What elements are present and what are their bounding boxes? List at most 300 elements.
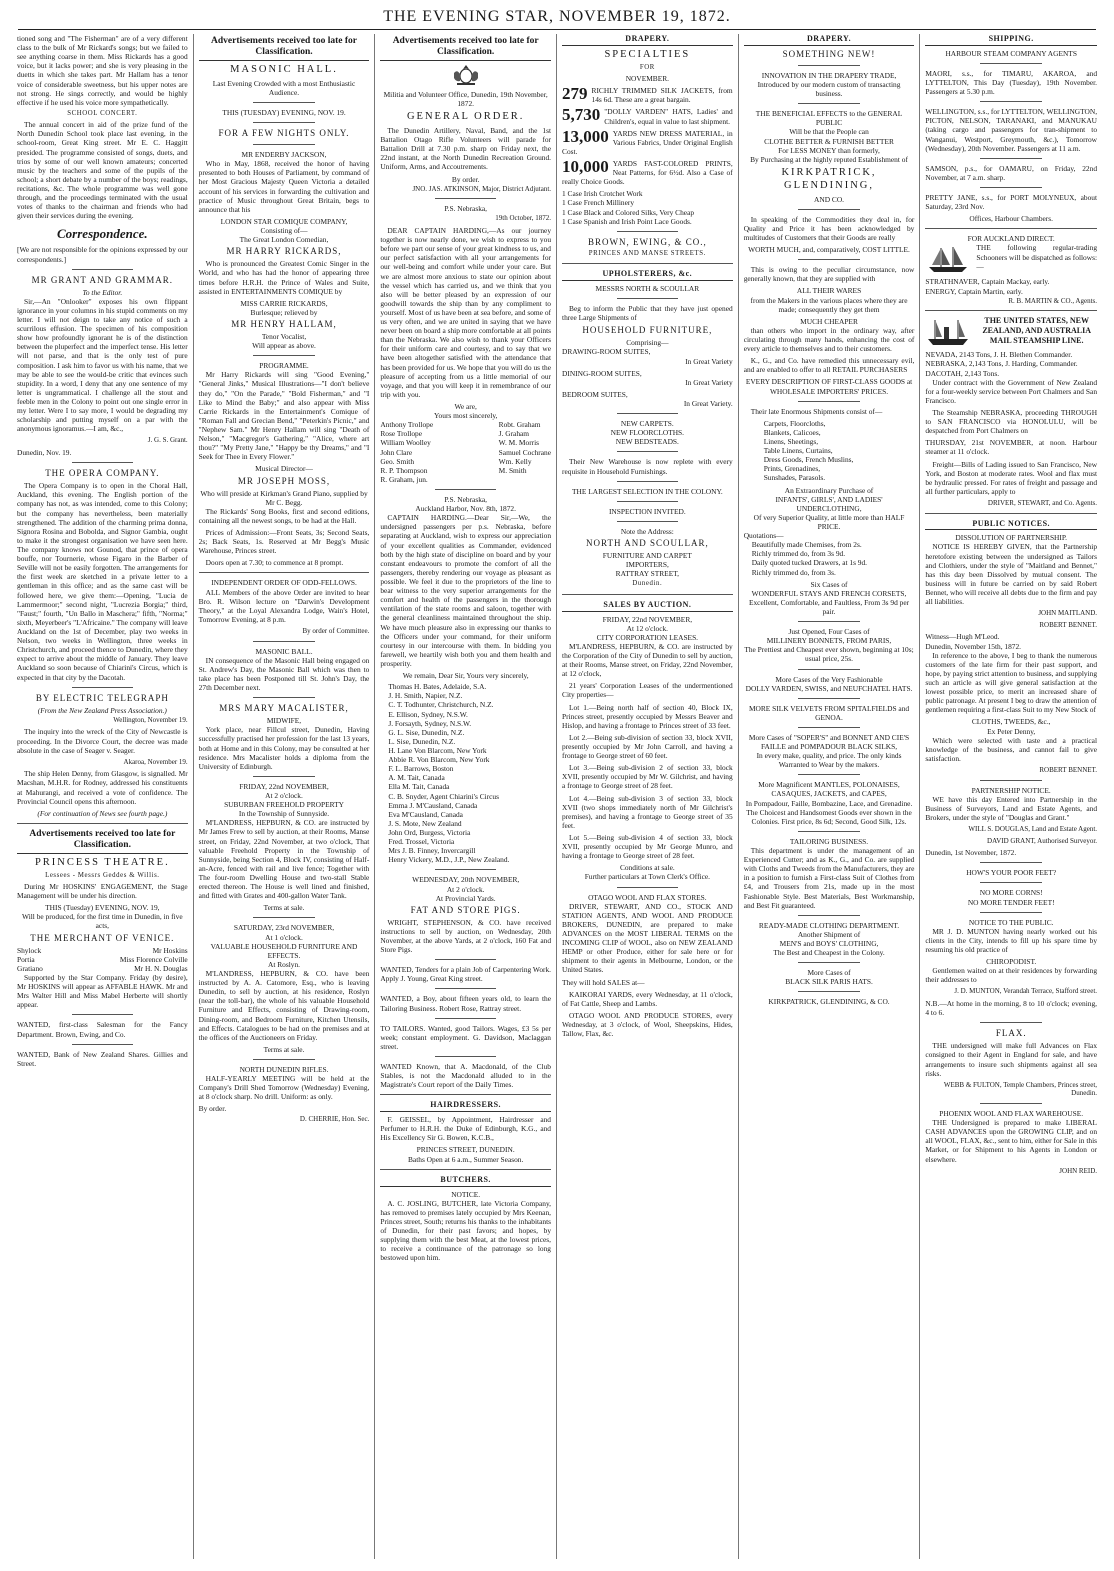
grammar-heading: MR GRANT AND GRAMMAR.	[31, 274, 174, 285]
theatre-friday: Supported by the Star Company. Friday (by desire), Mr HOSKINS will appear as AFFABLE HAWK. Mr and Mrs Walter Hill and Miss Mabel Herberte will shortly appear.	[17, 972, 188, 1010]
ps-nebraska-1: P.S. Nebraska,	[444, 204, 488, 214]
rattray-street: RATTRAY STREET,	[615, 569, 680, 579]
signatory-name: L. Sise, Dunedin, N.Z.	[388, 736, 456, 746]
opera-heading: THE OPERA COMPANY.	[45, 468, 160, 479]
six-cases: Six Cases of	[810, 579, 848, 589]
hairdresser-text: F. GEISSEL, by Appointment, Hairdresser and Perfumer to H.R.H. the Duke of Edinburgh, K.G., and His Excellency Sir G. Bowen, K.C.B.,	[380, 1115, 552, 1143]
john-reid: JOHN REID.	[1059, 1166, 1098, 1175]
wanted-shares: WANTED, Bank of New Zealand Shares. Gillies and Street.	[17, 1049, 188, 1068]
drapery-heading-1: DRAPERY.	[562, 34, 733, 46]
dissolution-date: Dunedin, November 15th, 1872.	[925, 641, 1022, 651]
signatory-name: R. P. Thompson	[380, 465, 428, 475]
signatory-name: Mrs J. B. Finney, Invercargill	[388, 846, 476, 856]
superior-quality: Of very Superior Quality, at little more than HALF PRICE.	[753, 512, 905, 531]
household-where: At Roslyn.	[267, 959, 301, 969]
column-1	[12, 34, 194, 1559]
thursday: THURSDAY, 21st NOVEMBER, at noon. Harbour steamer at 11 o'clock.	[925, 438, 1098, 457]
masonic-evening: THIS (TUESDAY) EVENING, NOV. 19.	[222, 107, 346, 117]
masthead: THE EVENING STAR, NOVEMBER 19, 1872.	[18, 8, 1096, 30]
signatory-name: C. T. Todhunter, Christchurch, N.Z.	[388, 700, 494, 710]
lots-list	[562, 703, 733, 861]
partnership-date: Dunedin, 1st November, 1872.	[925, 848, 1017, 858]
dissolution-heading: DISSOLUTION OF PARTNERSHIP.	[955, 533, 1067, 543]
all-wares: ALL THEIR WARES	[796, 286, 862, 296]
theatre-heading: PRINCESS THEATRE.	[34, 856, 170, 868]
dolly-varden: DOLLY VARDEN, SWISS, and NEUFCHATEL HATS.	[745, 683, 913, 693]
tailoring-heading: TAILORING BUSINESS.	[789, 836, 869, 846]
quotation-item: Richly trimmed do, from 3s 9d.	[751, 549, 846, 559]
note-address: Note the Address:	[620, 526, 674, 536]
rifles-signature: D. CHERRIE, Hon. Sec.	[299, 1114, 370, 1123]
doors: Doors open at 7.30; to commence at 8 prompt.	[205, 558, 344, 568]
signatory-name: A. M. Tait, Canada	[388, 773, 445, 783]
rickards-heading: MR HARRY RICKARDS,	[226, 246, 342, 257]
signatory-name: Rose Trollope	[380, 429, 423, 439]
underclothing: INFANTS', GIRLS', AND LADIES' UNDERCLOTHING,	[775, 494, 883, 513]
beneficial: THE BENEFICIAL EFFECTS to the GENERAL PUBLIC	[755, 109, 903, 128]
steamship: The Steamship NEBRASKA, proceeding THROUGH to SAN FRANCISCO via HONOLULU, will be despatched from Port Chalmers on	[925, 407, 1098, 436]
late-ads-heading-2: Advertisements received too late for Classification.	[199, 36, 370, 61]
suite-note: In Great Variety	[685, 356, 733, 366]
cast-row	[17, 946, 188, 955]
innovation: INNOVATION IN THE DRAPERY TRADE,	[761, 70, 897, 80]
further-particulars: Further particulars at Town Clerk's Office.	[584, 872, 711, 882]
strathnaver: STRATHNAVER, Captain Mackay, early.	[925, 277, 1050, 287]
nb-hours: N.B.—At home in the morning, 8 to 10 o'clock; evening, 4 to 6.	[925, 999, 1098, 1018]
samson-ship: SAMSON, p.s., for OAMARU, on Friday, 22nd November, at 7 a.m. sharp.	[925, 163, 1098, 182]
correspondence-note: [We are not responsible for the opinions expressed by our correspondents.]	[17, 245, 188, 264]
grammar-place: Dunedin, Nov. 19.	[17, 448, 72, 458]
shipping-heading: SHIPPING.	[925, 34, 1097, 46]
review-text: tioned song and "The Fisherman" are of a very different class to the bulk of Mr Rickard's songs; but we failed to see anything coarse in them. Miss Rickards has a good voice, but it lacks power; and she is very pleasing in the duetts in which she takes part. Mr Hallam has a tenor voice of considerable sweetness, but his upper notes are not strong. He sings correctly, and would be highly effective if he used his voice more sympathetically.	[17, 34, 188, 107]
signatories-1	[380, 420, 551, 484]
witness: Witness—Hugh M'Leod.	[925, 632, 1000, 642]
suites-list	[562, 347, 733, 408]
more-cases-3: More Cases of	[807, 968, 851, 978]
kirkpatrick-co: AND CO.	[814, 194, 845, 204]
oddfellows-heading: INDEPENDENT ORDER OF ODD-FELLOWS.	[211, 578, 357, 588]
jackson-heading: MR ENDERBY JACKSON,	[241, 150, 327, 160]
partnership-heading: PARTNERSHIP NOTICE.	[971, 785, 1051, 795]
hallam-will: Will appear as above.	[252, 341, 316, 351]
suite-note: In Great Variety	[685, 377, 733, 387]
goods-item: Table Linens, Curtains,	[763, 446, 833, 456]
makers: from the Makers in the various places where they are made; consequently they get them	[750, 295, 908, 314]
rickards-text: Who is pronounced the Greatest Comic Singer in the World, and who has had the honor of appearing three times before H.R.H. the Prince of Wales and Suite, assisted in ENTERTAINMENTS COMIQUE by	[198, 259, 370, 296]
conditions: Conditions at sale.	[619, 863, 675, 873]
signatory-name: William Woolley	[380, 438, 431, 448]
lot-item: Lot 5.—Being sub-division 4 of section 33, block XVII, presently occupied by Mr George Munro, and having a frontage to George street of 28 feet.	[562, 833, 733, 861]
signatory-name: C. B. Snyder, Agent Chiarini's Circus	[388, 791, 500, 801]
friday-time: At 2 o'clock.	[265, 791, 303, 801]
moss-text: Who will preside at Kirkman's Grand Piano, supplied by Mr C. Begg.	[200, 488, 368, 507]
saturday-time: At 1 o'clock.	[265, 932, 303, 942]
suite-note: In Great Variety.	[683, 399, 733, 409]
specialties-for: FOR	[639, 63, 655, 71]
suburban-sub: In the Township of Sunnyside.	[238, 809, 330, 819]
terms-2: Terms at sale.	[263, 1044, 305, 1054]
city-leases-text: M'LANDRESS, HEPBURN, & CO. are instructed by the Corporation of the City of Dunedin to sell by auction, at their Rooms, Manse street, on Friday, 22nd November, at 12 o'clock,	[562, 641, 733, 679]
miss-rickards: MISS CARRIE RICKARDS,	[240, 298, 328, 308]
macalister-sub: MIDWIFE,	[266, 716, 302, 726]
wanted-salesman: WANTED, first-class Salesman for the Fancy Department. Brown, Ewing, and Co.	[17, 1020, 188, 1039]
will-be: Will be that the People can	[789, 127, 869, 137]
pretty-jane-ship: PRETTY JANE, s.s., for PORT MOLYNEUX, about Saturday, 23rd Nov.	[925, 193, 1098, 212]
millinery-bonnets: MILLINERY BONNETS, FROM PARIS,	[766, 636, 892, 646]
offices: Offices, Harbour Chambers.	[969, 214, 1053, 224]
order-by: By order.	[451, 174, 480, 184]
special-item	[562, 86, 733, 104]
webb-fulton: WEBB & FULTON, Temple Chambers, Princes street, Dunedin.	[943, 1080, 1098, 1098]
energy: ENERGY, Captain Martin, early.	[925, 286, 1023, 296]
wanted-boy: WANTED, a Boy, about fifteen years old, to learn the Tailoring Business. Robert Rose, Rattray street.	[380, 994, 552, 1013]
telegraph-text-1: The inquiry into the wreck of the City of Newcastle is proceeding. In the Divorce Court, the decree was made absolute in the case of Seager v. Seager.	[17, 727, 188, 755]
every-description: EVERY DESCRIPTION OF FIRST-CLASS GOODS at	[745, 377, 913, 387]
grammar-text: Sir,—An "Onlooker" exposes his own flippant ignorance in your columns in his stupid comments on my letter. I will not deign to take any notice of such a scurrilous effusion. The specimen of his composition show how profoundly ignorant he is of the distinction between the pluperfect and the imperfect tense. His letter will not parse, and that is the only test of pure composition. I ask him to favor us with his name, that we may be able to see the would-be critic that evinces such stupidity. In a word, I deny that any one sentence of my letter is ungrammatical. I challenge all the stout and feeble men in the Colony to point out one single error in my letter. Were I to say more, I would be degrading my scholarship and putting myself on a par with the anonymous ignoramus.—I am, &c.,	[17, 296, 188, 434]
worth-much: WORTH MUCH, and, comparatively, COST LITTLE.	[748, 245, 910, 255]
partnership-text: WE have this day Entered into Partnership in the Business of Surveyors, Land and Estate Agents, and Brokers, under the style of "Douglas and Grant."	[925, 794, 1098, 822]
telegraph-wellington: Wellington, November 19.	[113, 715, 188, 724]
dunedin: Dunedin.	[632, 580, 663, 588]
telegraph-text-2: The ship Helen Denny, from Glasgow, is signalled. Mr Macshan, M.H.R. for Rodney, addressed his constituents at Mahurangi, and received a vote of confidence. The Provincial Council opens this afternoon.	[17, 769, 188, 806]
grammar-signature: J. G. S. Grant.	[147, 436, 188, 445]
macalister-heading: MRS MARY MACALISTER,	[219, 703, 349, 714]
signatory-name: Emma J. M'Causland, Canada	[388, 800, 478, 810]
speaking: In speaking of the Commodities they deal in, for Quality and Price it has been acknowledged by multitudes of Customers that their Goods are really	[743, 214, 915, 243]
special-number: 5,730	[562, 105, 601, 125]
something-new: SOMETHING NEW!	[782, 48, 876, 59]
notice-heading: NOTICE.	[451, 1189, 481, 1199]
kaikorai-yards: KAIKORAI YARDS, every Wednesday, at 11 o'clock, of Fat Cattle, Sheep and Lambs.	[562, 989, 733, 1008]
grant-sig: DAVID GRANT, Authorised Surveyor.	[987, 836, 1098, 845]
quotation-item: Richly trimmed do, from 3s.	[751, 567, 836, 577]
ball-heading: MASONIC BALL.	[255, 646, 313, 656]
dacotah: DACOTAH, 2,143 Tons.	[925, 368, 1000, 378]
maori-ship: MAORI, s.s., for TIMARU, AKAROA, and LYTTELTON, This Day (Tuesday), 19th November. Passengers at 5.30 p.m.	[925, 68, 1098, 97]
cloths-tweeds: CLOTHS, TWEEDS, &c.,	[971, 717, 1051, 727]
signatory-name: Samuel Cochrane	[498, 447, 552, 457]
telegraph-sub: (From the New Zealand Press Association.)	[37, 705, 167, 715]
north-scoullar-2: NORTH AND SCOULLAR,	[585, 538, 709, 549]
kg-signature: KIRKPATRICK, GLENDINING, & CO.	[768, 997, 890, 1007]
rifles-heading: NORTH DUNEDIN RIFLES.	[239, 1064, 329, 1074]
no-corns: NO MORE CORNS!	[979, 888, 1043, 898]
brown-ewing-heading: BROWN, EWING, & CO.,	[587, 236, 707, 247]
mens-clothing: MEN'S and BOYS' CLOTHING,	[779, 939, 879, 949]
signatory-name: Geo. Smith	[380, 456, 415, 466]
signatories-right	[499, 420, 551, 484]
theatre-lessees: Lessees - Messrs Geddes & Willis.	[45, 871, 160, 879]
captain-letter-2: CAPTAIN HARDING.—Dear Sir,—We, the undersigned passengers per p.s. Nebraska, before separating at Auckland, wish to express our appreciation of your excellent qualities as Commander, evidenced both by the high state of discipline on board and by your constant endeavours to promote the comfort of all the passengers, thereby rendering our voyage as pleasant as possible. We feel it due to the proprietors of the line to bear witness to the very superior arrangements for the comfort and health of the passengers in the thorough ventilation of the state rooms and saloon, together with the general cleanliness maintained throughout the ship. We have much pleasure also in expressing our thanks to the Officers under your command, for their uniform courtesy in our intercourse with them. In bidding you farewell, we heartily wish both you and them health and prosperity.	[380, 513, 552, 668]
ex-peter-denny: Ex Peter Denny,	[987, 726, 1036, 736]
signatory-name: Anthony Trollope	[380, 420, 434, 430]
purchasing: By Purchasing at the highly reputed Establishment of	[750, 154, 908, 164]
brown-ewing-streets: PRINCES AND MANSE STREETS.	[588, 249, 706, 257]
new-bedsteads: NEW BEDSTEADS.	[615, 437, 679, 447]
militia-office: Militia and Volunteer Office, Dunedin, 19th November, 1872.	[383, 89, 548, 108]
case-item: 1 Case French Millinery	[562, 198, 635, 208]
signatory-name: J. H. Smith, Napier, N.Z.	[388, 691, 463, 701]
telegraph-continuation: (For continuation of News see fourth page.)	[37, 808, 168, 818]
column-2	[194, 34, 376, 1559]
special-text: YARDS FAST-COLORED PRINTS, Neat Patterns, for 6½d. Also a Case of really Choice Goods.	[562, 158, 733, 187]
wanted-carpentry: WANTED, Tenders for a plain Job of Carpentering Work. Apply J. Young, Great King street.	[380, 965, 552, 984]
signatory-name: M. Smith	[498, 465, 527, 475]
theatre-evening: THIS (Tuesday) EVENING, NOV. 19,	[45, 903, 160, 913]
goods-item: Blankets, Calicoes,	[763, 427, 821, 437]
hallam-sub: Tenor Vocalist,	[261, 332, 307, 342]
intro: Introduced by our modern custom of transacting business.	[757, 80, 901, 99]
specials-list	[562, 86, 733, 186]
chiropodist: CHIROPODIST.	[986, 957, 1037, 967]
cast-role: Portia	[17, 954, 35, 964]
case-item: 1 Case Irish Crotchet Work	[562, 189, 643, 199]
wool-stores-heading: OTAGO WOOL AND FLAX STORES.	[588, 892, 707, 902]
signatory-name: Eva M'Causland, Canada	[388, 809, 463, 819]
wanted-known: WANTED Known, that A. Macdonald, of the Club Stables, is not the Macdonald alluded to in the Magistrate's Court report of the Daily Times.	[380, 1061, 552, 1090]
special-item	[562, 107, 733, 125]
column-4	[557, 34, 739, 1559]
rifles-text: HALF-YEARLY MEETING will be held at the Company's Drill Shed Tomorrow (Wednesday) Evening, at 8 o'clock sharp. No drill. Uniform: as only.	[198, 1074, 370, 1102]
special-number: 279	[562, 84, 588, 104]
silk-velvets: MORE SILK VELVETS FROM SPITALFIELDS and GENOA.	[748, 703, 910, 722]
cast-role: Gratiano	[17, 963, 43, 973]
kgco-remedied: K., G., and Co. have remedied this unnecessary evil, and are enabled to offer to all RETAIL PURCHASERS	[743, 356, 915, 375]
signatories-left	[380, 420, 433, 484]
late-shipments: Their late Enormous Shipments consist of—	[750, 406, 883, 416]
owing: This is owing to the peculiar circumstance, now generally known, that they are supplied with	[743, 265, 915, 284]
suite-name: DINING-ROOM SUITES,	[562, 368, 642, 378]
pompadour: In Pompadour, Faille, Bombazine, Lace, and Grenadine. The Choicest and Handsomest Goods ever shown in the Colonies. First price, 8s 6d; Second, Good Silk, 12s.	[745, 798, 913, 826]
contract: Under contract with the Government of New Zealand for a four-weekly service between Port Chalmers and San Francisco.	[925, 377, 1098, 405]
in-every-make: In every make, quality, and price. The only kinds Warranted to Wear by the makers.	[756, 751, 902, 770]
specialties-heading: SPECIALTIES	[604, 48, 691, 60]
hairdressers-heading: HAIRDRESSERS.	[380, 1100, 551, 1112]
black-silk-hats: BLACK SILK PARIS HATS.	[785, 977, 873, 987]
special-text: "DOLLY VARDEN" HATS, Ladies' and Children's, equal in value to last shipment.	[604, 107, 733, 126]
signatory-name: Robt. Graham	[498, 420, 541, 430]
quotations-label: Quotations—	[743, 531, 784, 541]
cases-list	[562, 189, 733, 225]
reference-text: In reference to the above, I beg to thank the numerous customers of the late firm for their past support, and hope, by paying strict attention to business, and supplying such an article as will give general satisfaction at the lowest possible price, to merit an increased share of public patronage. At present I beg to draw the attention of gentlemen requiring a first-class Suit to my New Stock of	[925, 650, 1098, 715]
cast-role: Shylock	[17, 945, 42, 955]
wednesday-time: At 2 o'clock.	[446, 884, 485, 894]
wednesday-where: At Provincial Yards.	[435, 893, 496, 903]
wellington-ship: WELLINGTON, s.s., for LYTTELTON, WELLINGTON, PICTON, NELSON, TARANAKI, and MANUKAU (taking cargo and passengers for tran-shipment to Wanganui, Westport, Greymouth, &c.), Tomorrow (Wednesday), 20th November. Passengers at 11 a.m.	[925, 107, 1098, 153]
masonic-crowd: Last Evening Crowded with a most Enthusiastic Audience.	[212, 78, 356, 97]
importers: IMPORTERS,	[625, 560, 669, 570]
us-mail-heading: THE UNITED STATES, NEW ZEALAND, AND AUSTRALIA MAIL STEAMSHIP LINE.	[982, 316, 1092, 345]
phoenix-text: THE Undersigned is prepared to make LIBERAL CASH ADVANCES upon the GROWING CLIP, and on all WOOL, FLAX, &c., sent to him, either for Sale in this Market, or for Shipment to his Agents in London or elsewhere.	[925, 1118, 1098, 1164]
london-heading: LONDON STAR COMIQUE COMPANY,	[220, 216, 348, 226]
munton-sig: J. D. MUNTON, Verandah Terrace, Stafford street.	[954, 987, 1098, 996]
auction-friday: FRIDAY, 22nd NOVEMBER,	[602, 614, 693, 624]
auckland-heading: FOR AUCKLAND DIRECT.	[967, 234, 1055, 244]
theatre-will: Will be produced, for the first time in Dunedin, in five acts,	[22, 912, 183, 931]
yours-sincerely: Yours most sincerely,	[433, 411, 498, 421]
general-order-heading: GENERAL ORDER.	[406, 111, 525, 123]
terms-1: Terms at sale.	[263, 903, 305, 913]
lot-item: Lot 4.—Being sub-division 3 of section 33, block XVII (two shops immediately north of Mr Gilchrist's premises), and having a frontage to George street of 35 feet.	[562, 793, 733, 830]
oddfellows-order: By order of Committee.	[302, 627, 370, 636]
more-cases-1: More Cases of the Very Fashionable	[775, 674, 883, 684]
stays-corsets: WONDERFUL STAYS AND FRENCH CORSETS,	[751, 588, 907, 598]
household-furniture-heading: HOUSEHOLD FURNITURE,	[582, 325, 713, 336]
harbour-steam-heading: HARBOUR STEAM COMPANY AGENTS	[945, 48, 1077, 58]
suburban-text: M'LANDRESS, HEPBURN, & CO. are instructed by Mr James Frew to sell by auction, at their Rooms, Manse street, on Friday, 22nd November, at two o'clock, That valuable Freehold Property in the Township of Sunnyside, being Section 4, Block IV, consisting of Half-an-Acre, fenced with rail and live fence; Together with The four-room Dwelling House and two-stall Stable erected thereon. The House is well lined and finished, and fitted with Grates and 400-gallon Water Tank.	[198, 818, 370, 901]
prices: Prices of Admission:—Front Seats, 3s; Second Seats, 2s; Back Seats, 1s. Reserved at Mr Begg's Music Warehouse, Princes street.	[198, 528, 370, 556]
wool-stores-text: DRIVER, STEWART, AND CO., STOCK AND STATION AGENTS, AND WOOL AND PRODUCE BROKERS, DUNEDIN, are prepared to make ADVANCES on the MOST LIBERAL TERMS on the INCOMING CLIP of WOOL, also on NEW ZEALAND HEMP or other Produce, either for sale here or for shipment to their agents in Melbourne, London, or the United States.	[562, 901, 733, 975]
north-scoullar-text: Beg to inform the Public that they have just opened three Large Shipments of	[562, 304, 733, 323]
telegraph-akaroa: Akaroa, November 19.	[123, 757, 188, 766]
case-item: 1 Case Black and Colored Silks, Very Cheap	[562, 207, 695, 217]
signatory-name: Wm. Kelly	[498, 456, 532, 466]
new-carpets: NEW CARPETS.	[620, 419, 674, 429]
phoenix-heading: PHOENIX WOOL AND FLAX WAREHOUSE.	[939, 1109, 1084, 1119]
hallam-heading: MR HENRY HALLAM,	[231, 318, 337, 329]
cast-list	[17, 946, 188, 973]
bennet-sig: ROBERT BENNET.	[1039, 620, 1098, 629]
pigs-text: WRIGHT, STEPHENSON, & CO. have received instructions to sell by auction, on Wednesday, 20th November, at the above Yards, at 2 o'clock, 160 Fat and Store Pigs.	[380, 917, 552, 955]
freight: Freight—Bills of Lading issued to San Francisco, New York, and Boston at moderate rates. Wool and flax must be hydraulic pressed. For rates of freight and passage and all further particulars, apply to	[925, 459, 1098, 496]
tailoring-text: This department is under the management of an Experienced Cutter; and as K., G., and Co. are supplied with Cloths and Tweeds from the Manufacturers, they are in a position to furnish a First-class Suit of Clothes from £4, and Trousers from 21s, made up in the most Fashionable Style. Best Materials, Best Workmanship, and Best Fit guaranteed.	[743, 846, 915, 910]
special-text: RICHLY TRIMMED SILK JACKETS, from 14s 6d. These are a great bargain.	[591, 86, 733, 105]
signatory-name: Abbie R. Von Blarcom, New York	[388, 755, 490, 765]
drapery-heading-2: DRAPERY.	[744, 34, 915, 46]
less-money: For LESS MONEY than formerly,	[778, 145, 880, 155]
nebraska: NEBRASKA, 2,143 Tons, J. Harding, Commander.	[925, 359, 1078, 369]
household-heading: VALUABLE HOUSEHOLD FURNITURE AND EFFECTS.	[210, 941, 358, 960]
kirkpatrick-heading: KIRKPATRICK, GLENDINING,	[781, 166, 877, 191]
theatre-play: THE MERCHANT OF VENICE.	[30, 932, 175, 943]
special-text: YARDS NEW DRESS MATERIAL, in Various Fabrics, Under Original English Cost.	[562, 128, 733, 156]
special-item	[562, 126, 733, 156]
ball-text: IN consequence of the Masonic Hall being engaged on St. Andrew's Day, the Masonic Ball which was then to take place has been Postponed till St. John's Day, the 27th December next.	[198, 655, 370, 693]
specialties-november: NOVEMBER.	[625, 74, 670, 84]
wholesale: WHOLESALE IMPORTERS' PRICES.	[769, 386, 889, 396]
royal-crest-icon	[451, 63, 481, 87]
director-sub: Musical Director—	[255, 464, 313, 474]
signatory-name: John Ord, Burgess, Victoria	[388, 827, 471, 837]
flax-heading: FLAX.	[995, 1028, 1027, 1039]
gentlemen: Gentlemen waited on at their residences by forwarding their addresses to	[925, 966, 1098, 985]
otago-stores: OTAGO WOOL AND PRODUCE STORES, every Wednesday, at 3 o'clock, of Wool, Sheepskins, Hides, Tallow, Flax, &c.	[562, 1010, 733, 1039]
signatory-name: Ella M. Tait, Canada	[388, 782, 450, 792]
best-cheapest: The Best and Cheapest in the Colony.	[773, 948, 885, 958]
saturday-heading: SATURDAY, 23rd NOVEMBER,	[233, 923, 335, 933]
goods-item: Carpets, Floorcloths,	[763, 418, 826, 428]
nevada: NEVADA, 2143 Tons, J. H. Blethen Commander.	[925, 350, 1073, 360]
miss-sub: Burlesque; relieved by	[250, 307, 318, 317]
ready-made: READY-MADE CLOTHING DEPARTMENT.	[758, 920, 900, 930]
goods-item: Linens, Sheetings,	[763, 436, 819, 446]
programme-heading: PROGRAMME.	[259, 361, 309, 371]
maitland-sig: JOHN MAITLAND.	[1038, 609, 1098, 618]
auckland-text: THE following regular-trading Schooners will be dispatched as follows:—	[976, 243, 1098, 271]
we-remain: We remain, Dear Sir, Yours very sincerely,	[402, 671, 529, 681]
school-concert-text: The annual concert in aid of the prize fund of the North Dunedin School took place last evening, in the school-room, Great King street. Mr E. C. Haggitt presided. The programme consisted of songs, duets, and trios by some of our well known amateurs; concerted music by the teachers and some of the pupils of the school; a short debate by a number of the boys; readings, recitations, &c. The whole programme was well gone through, and the proceedings terminated with the usual votes of thanks to the chairman and friends who had given their services during the evening.	[17, 120, 188, 221]
inspection-invited: INSPECTION INVITED.	[608, 506, 686, 516]
telegraph-heading: BY ELECTRIC TELEGRAPH	[35, 692, 169, 703]
hairdresser-baths: Baths Open at 6 a.m., Summer Season.	[407, 1154, 524, 1164]
oddfellows-text: ALL Members of the above Order are invited to hear Bro. R. Wilson lecture on "Darwin's Development Theory," at the Loyal Alexandra Lodge, Wain's Hotel, Tomorrow Evening, at 8 p.m.	[198, 587, 370, 624]
extraordinary: An Extraordinary Purchase of	[784, 485, 874, 495]
city-leases-heading: CITY CORPORATION LEASES.	[596, 632, 699, 642]
signatory-name: G. L. Sise, Dunedin, N.Z.	[388, 727, 465, 737]
pigs-heading: FAT AND STORE PIGS.	[410, 904, 521, 915]
comprising: Comprising—	[626, 338, 669, 348]
signatories-2	[388, 682, 551, 864]
schooner-icon	[925, 245, 971, 275]
rifles-order: By order.	[198, 1104, 227, 1114]
ps-date-1: 19th October, 1872.	[495, 214, 552, 223]
signatory-name: J. Forsayth, Sydney, N.S.W.	[388, 718, 472, 728]
column-6	[920, 34, 1102, 1559]
robert-bennet: ROBERT BENNET.	[1039, 766, 1098, 774]
north-scoullar-heading: MESSRS NORTH & SCOULLAR	[595, 283, 700, 293]
rb-martin: R. B. MARTIN & CO., Agents.	[1008, 296, 1098, 305]
signatory-name: John Clare	[380, 447, 413, 457]
hold-sales: They will hold SALES at—	[562, 977, 645, 987]
opera-text: The Opera Company is to open in the Choral Hall, Auckland, this evening. The English portion of the company has not, as was intended, come to this Colony; but the company has nevertheless, been materially strengthened. The addition of the charming prima donna, Signora Rosina and Bobolda, and Signor Gambia, ought to make it the strongest organisation we have seen here. The company knows not Gounod, that prince of opera bouffe, nor Tournerie, whose Figaro in the Barber of Seville will not be easily forgotten. The arrangements for the first week are sketched in a private letter to a gentleman in this office; and as the same cast will be followed here, we give them:—Opening, "Lucia de Lammermoor;" second night, "Lucrezia Borgia;" third, "Faust;" fourth, "Un Ballo in Maschera;" fifth, "Norma;" sixth, Meyerbeer's "L'Africaine." The company will leave Auckland on the 1st of December, play two weeks in Nelson, two weeks in Wellington, three weeks in Christchurch, and proceed thence to Dunedin, where they expect to arrive about the middle of January. They leave Auckland so soon because of Chiarini's Circus, which is expected in that city by the Dacotah.	[17, 481, 188, 682]
wanted-tailors: TO TAILORS. Wanted, good Tailors. Wages, £3 5s per week; constant employment. G. Davidson, Maclaggan street.	[380, 1023, 552, 1051]
signatory-name: E. Ellison, Sydney, N.S.W.	[388, 709, 468, 719]
quotation-item: Beautifully made Chemises, from 2s.	[751, 540, 862, 550]
correspondence-heading: Correspondence.	[57, 226, 148, 242]
we-are: We are,	[454, 402, 477, 412]
just-opened: Just Opened, Four Cases of	[788, 627, 870, 637]
late-ads-heading-1: Advertisements received too late for Classification.	[17, 829, 188, 854]
signatory-name: J. Graham	[498, 429, 530, 439]
goods-item: Dress Goods, French Muslins,	[763, 455, 854, 465]
warehouse-text: Their New Warehouse is now replete with every requisite in Household Furnishings.	[562, 457, 733, 476]
songbooks: The Rickards' Song Books, first and second editions, containing all the newest songs, to be had at the Hall.	[198, 506, 370, 525]
upholsterers-heading: UPHOLSTERERS, &c.	[562, 269, 733, 281]
wednesday-heading: WEDNESDAY, 20th NOVEMBER,	[412, 875, 520, 885]
no-tender-feet: NO MORE TENDER FEET!	[967, 897, 1055, 907]
much-cheaper: MUCH CHEAPER	[800, 316, 858, 326]
signatory-name: R. Graham, jun.	[380, 474, 428, 484]
signatory-name: Fred. Trossel, Victoria	[388, 837, 455, 847]
column-3	[375, 34, 557, 1559]
signatory-name: F. L. Barrows, Boston	[388, 764, 454, 774]
london-great: The Great London Comedian,	[239, 235, 329, 245]
jackson-text: Who in May, 1868, received the honor of having presented to both Houses of Parliament, by command of her Most Gracious Majesty Queen Victoria a detailed account of his services in forwarding the cultivation and practice of Music throughout Great Britain, begs to announce that his	[198, 159, 370, 214]
column-5	[739, 34, 921, 1559]
largest-selection: THE LARGEST SELECTION IN THE COLONY.	[572, 486, 723, 496]
signatory-name: J. S. Mote, New Zealand	[388, 818, 462, 828]
general-order-text: The Dunedin Artillery, Naval, Band, and the 1st Battalion Otago Rifle Volunteers will parade for Battalion Drill at 7.30 p.m. sharp on Friday next, the 22nd instant, at the North Dunedin Recreation Ground. Uniform, Arms, and Accoutrements.	[380, 125, 552, 172]
hairdresser-address: PRINCES STREET, DUNEDIN.	[416, 1145, 515, 1155]
signatory-name: Henry Vickery, M.D., J.P., New Zealand.	[388, 855, 510, 865]
order-signature: JNO. JAS. ATKINSON, Major, District Adjutant.	[412, 184, 552, 193]
prettiest: The Prettiest and Cheapest ever shown, beginning at 10s; usual price, 25s.	[744, 645, 914, 664]
goods-item: Sunshades, Parasols.	[763, 473, 826, 483]
butcher-text: A. C. JOSLING, BUTCHER, late Victoria Company, has removed to premises lately occupied by Mrs Keenan, Princes street, South; returns his thanks to the inhabitants of Dunedin, for their past favors; and hopes, by supplying them with the best Meat, at the lowest prices, to receive a continuance of the patronage so long bestowed upon him.	[380, 1198, 552, 1263]
goods-item: Prints, Grenadines,	[763, 464, 821, 474]
another-shipment: Another Shipment of	[797, 929, 861, 939]
signatory-name: H. Lane Von Blarcom, New York	[388, 745, 487, 755]
special-number: 10,000	[562, 156, 609, 176]
auction-heading: SALES BY AUCTION.	[562, 600, 733, 612]
quotation-item: Daily quoted tucked Drawers, at 1s 9d.	[751, 558, 868, 568]
flax-text: THE undersigned will make full Advances on Flax consigned to their Agent in England for sale, and have arrangements to insure such shipments against all sea risks.	[925, 1041, 1098, 1078]
leases-intro: 21 years' Corporation Leases of the undermentioned City properties—	[562, 681, 733, 700]
macalister-text: York place, near Fillcul street, Dunedin, Having successfully practised her profession for the last 13 years, both at Home and in this Colony, may be consulted at her residence. Mrs Macalister holds a diploma from the University of Edinburgh.	[198, 725, 370, 771]
steamship-icon	[925, 318, 971, 348]
signatory-name: W. M. Morris	[498, 438, 540, 448]
special-item	[562, 156, 733, 187]
